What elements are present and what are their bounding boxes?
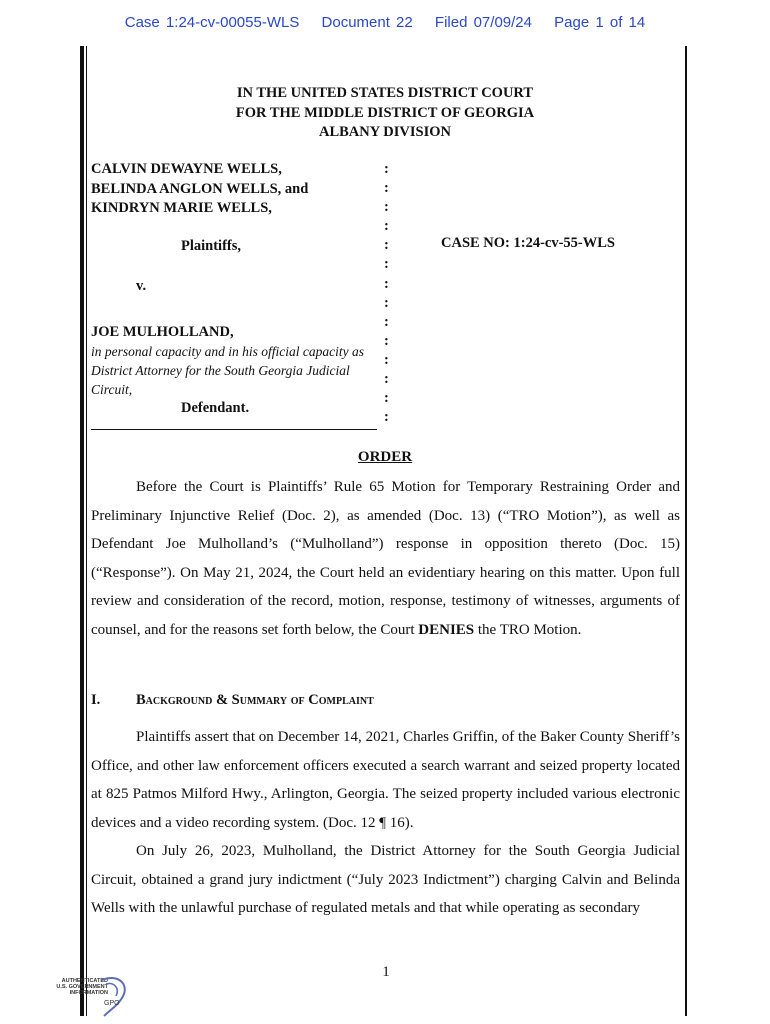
court-line-2: FOR THE MIDDLE DISTRICT OF GEORGIA xyxy=(235,104,535,121)
gpo-eagle-icon xyxy=(44,974,130,1018)
caption-colon: : xyxy=(384,237,389,254)
page-number: 1 xyxy=(382,964,390,980)
caption-colon: : xyxy=(384,351,389,368)
left-margin-rule-thin xyxy=(86,46,87,1016)
case-number: CASE NO: 1:24-cv-55-WLS xyxy=(441,235,615,251)
gpo-mark: GPO xyxy=(104,1000,120,1007)
caption-colon: : xyxy=(384,161,389,177)
caption-colon: : xyxy=(384,332,389,349)
plaintiff-name: BELINDA ANGLON WELLS, and xyxy=(91,180,309,197)
gpo-seal-line: U.S. GOVERNMENT xyxy=(56,984,108,990)
plaintiff-name: KINDRYN MARIE WELLS, xyxy=(91,200,272,216)
section-number: I. xyxy=(91,692,101,708)
stamp-document-number: Document 22 xyxy=(321,14,413,31)
filing-stamp-header xyxy=(0,14,770,31)
plaintiff-name: CALVIN DEWAYNE WELLS, xyxy=(91,161,282,177)
defendant-label: Defendant. xyxy=(181,400,250,416)
intro-text-end: the TRO Motion. xyxy=(477,621,582,638)
gpo-authentication-seal xyxy=(44,974,130,1018)
intro-text: Before the Court is Plaintiffs’ Rule 65 Motion for Temporary Restraining Order and Preliminary Injunctive Relief (Doc. 2), as amended (Doc. 13) (“TRO Motion”), as well as Defendant Joe Mulholland’s (“Mulholland”) response in opposition thereto (Doc. 15) (“Response”). On May 21, 2024, the Court held an evidentiary hearing on this matter. Upon full review and consideration of the record, motion, response, testimony of witnesses, arguments of counsel, and for the reasons set forth below, the Court xyxy=(91,479,680,638)
right-margin-rule xyxy=(685,46,687,1016)
caption-colon: : xyxy=(384,313,389,330)
case-caption-parties xyxy=(91,160,376,419)
stamp-page-count: Page 1 of 14 xyxy=(554,14,646,31)
intro-paragraph xyxy=(91,473,680,644)
order-title: ORDER xyxy=(357,449,413,465)
stamp-case-number: Case 1:24-cv-00055-WLS xyxy=(124,14,300,31)
versus-label: v. xyxy=(136,278,147,294)
defendant-name: JOE MULHOLLAND, xyxy=(91,323,234,340)
stamp-filed-date: Filed 07/09/24 xyxy=(434,14,532,31)
ruling-emphasis: DENIES xyxy=(418,621,475,638)
court-line-3: ALBANY DIVISION xyxy=(318,124,451,140)
defendant-capacity: in personal capacity and in his official capacity as District Attorney for the South Georgia Judicial Circuit, xyxy=(91,344,364,397)
background-paragraph: Plaintiffs assert that on December 14, 2021, Charles Griffin, of the Baker County Sheriff’s Office, and other law enforcement officers executed a search warrant and seized property located at 825 Patmos Milford Hwy., Arlington, Georgia. The seized property included various electronic devices and a video recording system. (Doc. 12 ¶ 16). xyxy=(91,729,680,831)
caption-colon: : xyxy=(384,218,389,235)
left-margin-rule xyxy=(80,46,84,1016)
caption-underline xyxy=(91,429,377,430)
caption-colon: : xyxy=(384,256,389,273)
caption-colon: : xyxy=(384,199,389,216)
court-line-1: IN THE UNITED STATES DISTRICT COURT xyxy=(236,85,534,101)
caption-colon-column xyxy=(384,160,394,427)
gpo-seal-line: AUTHENTICATED xyxy=(61,978,108,984)
section-heading xyxy=(91,692,374,709)
caption-colon: : xyxy=(384,390,389,407)
section-title: Background & Summary of Complaint xyxy=(136,692,374,708)
caption-colon: : xyxy=(384,180,389,197)
caption-colon: : xyxy=(384,371,389,388)
indictment-paragraph: On July 26, 2023, Mulholland, the District Attorney for the South Georgia Judicial Circuit, obtained a grand jury indictment (“July 2023 Indictment”) charging Calvin and Belinda Wells with the unlawful purchase of regulated metals and that while operating as secondary xyxy=(91,843,680,916)
caption-colon: : xyxy=(384,275,389,292)
plaintiffs-label: Plaintiffs, xyxy=(181,237,242,254)
gpo-seal-line: INFORMATION xyxy=(69,990,108,996)
court-heading xyxy=(90,84,680,143)
caption-colon: : xyxy=(384,409,389,426)
caption-colon: : xyxy=(384,294,389,311)
